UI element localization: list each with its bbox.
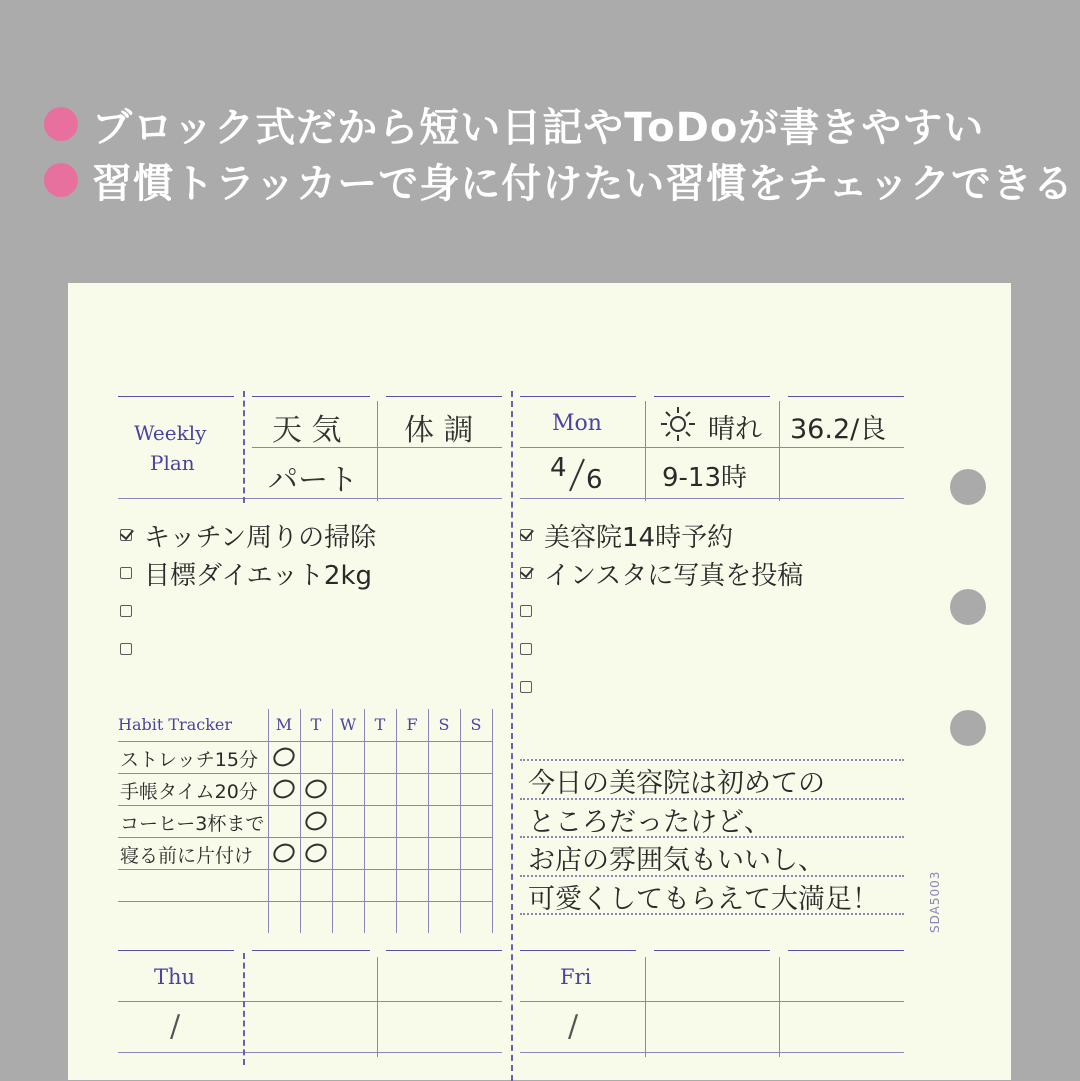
rule-line bbox=[654, 396, 770, 397]
column-divider bbox=[243, 953, 245, 1065]
pink-bullet-icon bbox=[44, 107, 78, 141]
column-divider bbox=[645, 401, 646, 501]
todo-item bbox=[120, 592, 144, 630]
checkbox-icon[interactable] bbox=[520, 643, 532, 655]
condition-label: 体 調 bbox=[404, 413, 474, 448]
habit-row-line bbox=[118, 869, 492, 870]
habit-row-line bbox=[118, 901, 492, 902]
checkbox-icon[interactable] bbox=[120, 567, 132, 579]
thursday-date-slash: / bbox=[170, 1009, 181, 1044]
rule-line bbox=[520, 498, 904, 499]
rule-line bbox=[520, 1001, 904, 1002]
date-slash-icon bbox=[568, 457, 586, 493]
todo-item bbox=[520, 554, 803, 592]
thursday-label: Thu bbox=[154, 965, 196, 989]
binder-hole-icon bbox=[950, 710, 986, 746]
feature-item bbox=[44, 96, 1074, 152]
habit-done-circle-icon[interactable] bbox=[302, 840, 330, 866]
column-divider bbox=[243, 391, 245, 503]
checkbox-icon[interactable] bbox=[120, 605, 132, 617]
habit-done-circle-icon[interactable] bbox=[302, 776, 330, 802]
habit-day-header: S bbox=[438, 715, 450, 734]
checked-checkbox-icon[interactable] bbox=[120, 529, 132, 541]
habit-done-circle-icon[interactable] bbox=[270, 840, 298, 866]
habit-column-line bbox=[300, 709, 301, 933]
feature-text: ブロック式だから短い日記やToDoが書きやすい bbox=[92, 104, 985, 151]
habit-row-line bbox=[118, 805, 492, 806]
habit-done-circle-icon[interactable] bbox=[270, 776, 298, 802]
todo-item bbox=[120, 630, 144, 668]
habit-day-header: T bbox=[310, 715, 322, 734]
feature-list bbox=[44, 96, 1074, 208]
checked-checkbox-icon[interactable] bbox=[520, 529, 532, 541]
center-divider bbox=[511, 391, 513, 1081]
habit-column-line bbox=[396, 709, 397, 933]
column-divider bbox=[645, 957, 646, 1057]
rule-line bbox=[118, 1052, 502, 1053]
note-line: 今日の美容院は初めての bbox=[528, 768, 825, 799]
habit-day-header: W bbox=[339, 715, 357, 734]
todo-item bbox=[120, 516, 376, 554]
rule-line bbox=[118, 1001, 502, 1002]
habit-column-line bbox=[460, 709, 461, 933]
note-line: お店の雰囲気もいいし、 bbox=[528, 845, 825, 876]
habit-name: 手帳タイム20分 bbox=[120, 781, 258, 803]
habit-column-line bbox=[332, 709, 333, 933]
todo-item bbox=[520, 668, 544, 706]
rule-line bbox=[520, 950, 636, 951]
column-divider bbox=[779, 957, 780, 1057]
binder-hole-icon bbox=[950, 469, 986, 505]
product-code: SDA5003 bbox=[928, 870, 942, 933]
rule-line bbox=[118, 950, 234, 951]
planner-page bbox=[68, 283, 1011, 1080]
rule-line bbox=[520, 1052, 904, 1053]
checked-checkbox-icon[interactable] bbox=[520, 567, 532, 579]
rule-line bbox=[654, 950, 770, 951]
rule-line bbox=[252, 396, 370, 397]
feature-text: 習慣トラッカーで身に付けたい習慣をチェックできる bbox=[92, 160, 1074, 207]
part-label: パート bbox=[268, 463, 358, 498]
column-divider bbox=[377, 401, 378, 501]
habit-row-line bbox=[118, 741, 492, 742]
note-line: ところだったけど、 bbox=[528, 806, 771, 838]
rule-line bbox=[118, 396, 234, 397]
habit-column-line bbox=[428, 709, 429, 933]
pink-bullet-icon bbox=[44, 163, 78, 197]
habit-day-header: M bbox=[275, 715, 293, 734]
habit-column-line bbox=[492, 709, 493, 933]
condition-value: 36.2/良 bbox=[790, 414, 887, 445]
todo-item bbox=[520, 630, 544, 668]
habit-name: コーヒー3杯まで bbox=[120, 813, 265, 835]
note-line: 可愛くしてもらえて大満足！ bbox=[528, 883, 879, 915]
rule-line bbox=[520, 396, 636, 397]
date-month: 4 bbox=[550, 453, 567, 483]
habit-row-line bbox=[118, 837, 492, 838]
habit-column-line bbox=[268, 709, 269, 933]
todo-item bbox=[520, 592, 544, 630]
habit-row-line bbox=[118, 773, 492, 774]
checkbox-icon[interactable] bbox=[520, 605, 532, 617]
binder-hole-icon bbox=[950, 589, 986, 625]
todo-item bbox=[120, 554, 372, 592]
sun-icon bbox=[658, 404, 698, 444]
rule-line bbox=[386, 396, 502, 397]
rule-line bbox=[252, 950, 370, 951]
habit-tracker-title: Habit Tracker bbox=[118, 715, 232, 734]
friday-date-slash: / bbox=[568, 1009, 579, 1044]
todo-text: 目標ダイエット2kg bbox=[144, 560, 373, 591]
habit-done-circle-icon[interactable] bbox=[270, 744, 298, 770]
weekly-label: Weekly bbox=[134, 421, 207, 445]
habit-done-circle-icon[interactable] bbox=[302, 808, 330, 834]
todo-text: インスタに写真を投稿 bbox=[544, 560, 804, 591]
todo-text: キッチン周りの掃除 bbox=[144, 522, 377, 553]
rule-line bbox=[386, 950, 502, 951]
friday-label: Fri bbox=[560, 965, 592, 989]
habit-name: 寝る前に片付け bbox=[120, 845, 254, 867]
habit-day-header: T bbox=[374, 715, 386, 734]
habit-column-line bbox=[364, 709, 365, 933]
weather-value: 晴れ bbox=[708, 414, 762, 445]
feature-item bbox=[44, 152, 1074, 208]
todo-item bbox=[520, 516, 733, 554]
column-divider bbox=[377, 957, 378, 1057]
plan-label: Plan bbox=[150, 451, 195, 475]
weather-label: 天 気 bbox=[272, 413, 342, 448]
checkbox-icon[interactable] bbox=[120, 643, 132, 655]
habit-name: ストレッチ15分 bbox=[120, 749, 258, 771]
day-label: Mon bbox=[552, 411, 602, 436]
date-day: 6 bbox=[586, 465, 603, 495]
habit-day-header: F bbox=[406, 715, 418, 734]
rule-line bbox=[788, 950, 904, 951]
part-value: 9-13時 bbox=[662, 463, 748, 493]
habit-day-header: S bbox=[470, 715, 482, 734]
column-divider bbox=[779, 401, 780, 501]
rule-line bbox=[788, 396, 904, 397]
todo-text: 美容院14時予約 bbox=[544, 522, 734, 553]
checkbox-icon[interactable] bbox=[520, 681, 532, 693]
rule-line bbox=[520, 447, 904, 448]
